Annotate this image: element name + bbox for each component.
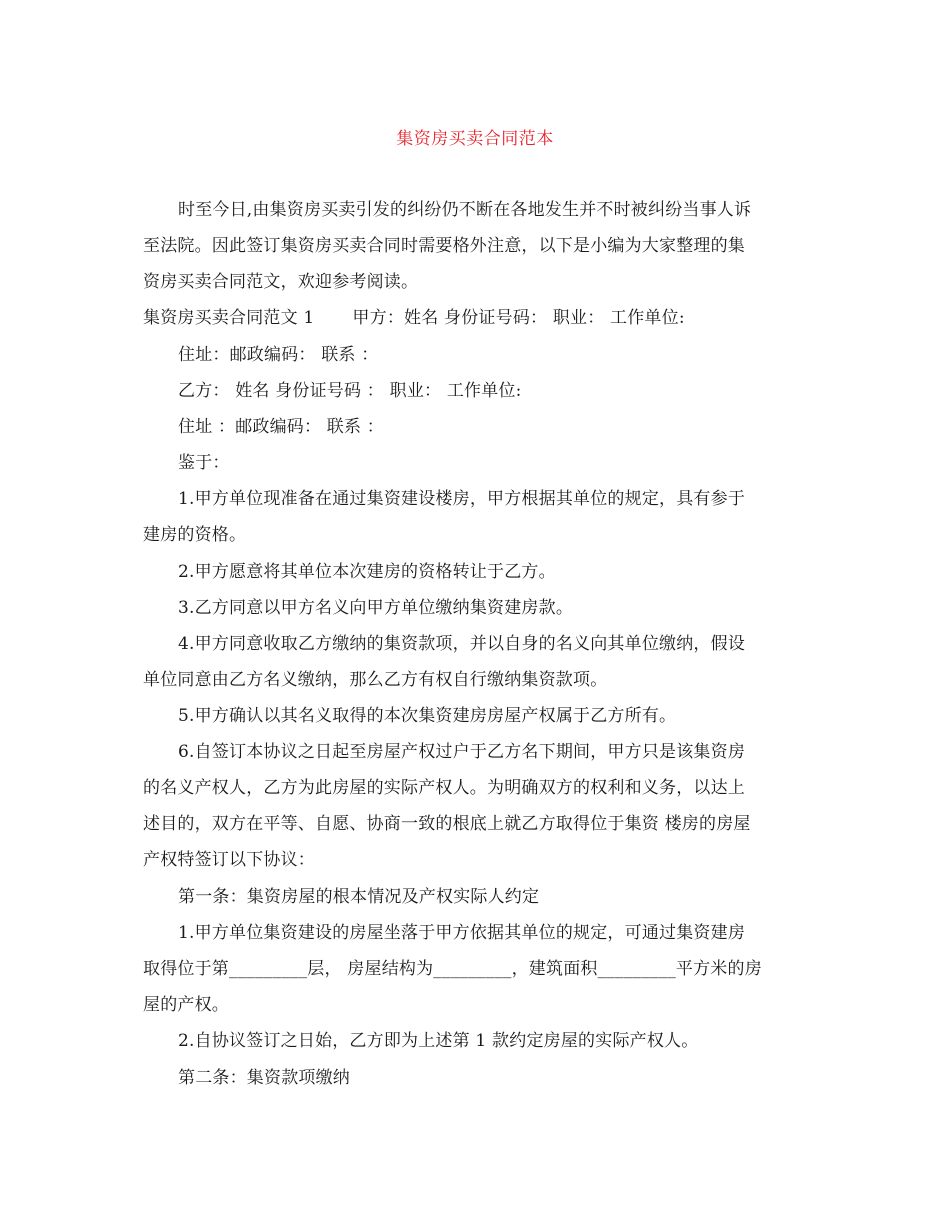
article-heading: 第二条：集资款项缴纳	[178, 1068, 350, 1088]
party-b-address: 住址 ：邮政编码： 联系 ：	[178, 417, 385, 437]
clause-item: 5.甲方确认以其名义取得的本次集资建房房屋产权属于乙方所有。	[178, 706, 677, 726]
document-title: 集资房买卖合同范本	[396, 129, 554, 149]
clause-item: 单位同意由乙方名义缴纳，那么乙方有权自行缴纳集资款项。	[143, 670, 608, 690]
contract-heading-row	[143, 306, 685, 330]
contract-heading: 集资房买卖合同范文 1	[143, 308, 315, 328]
clause-item: 的名义产权人，乙方为此房屋的实际产权人。为明确双方的权利和义务，以达上	[143, 778, 745, 798]
party-a-address: 住址：邮政编码： 联系 ：	[178, 345, 379, 365]
clause-item: 屋的产权。	[143, 995, 229, 1015]
article-heading: 第一条：集资房屋的根本情况及产权实际人约定	[178, 887, 540, 907]
clause-item: 2.甲方愿意将其单位本次建房的资格转让于乙方。	[178, 562, 556, 582]
clause-item: 述目的，双方在平等、自愿、协商一致的根底上就乙方取得位于集资 楼房的房屋	[143, 814, 751, 834]
paragraph-line: 时至今日,由集资房买卖引发的纠纷仍不断在各地发生并不时被纠纷当事人诉	[178, 200, 752, 220]
whereas-heading: 鉴于：	[178, 453, 230, 473]
clause-item: 6.自签订本协议之日起至房屋产权过户于乙方名下期间，甲方只是该集资房	[178, 742, 746, 762]
party-b-info: 乙方： 姓名 身份证号码 ： 职业： 工作单位:	[178, 381, 522, 401]
clause-item: 1.甲方单位集资建设的房屋坐落于甲方依据其单位的规定，可通过集资建房	[178, 923, 746, 943]
clause-item: 1.甲方单位现准备在通过集资建设楼房，甲方根据其单位的规定，具有参于	[178, 489, 746, 509]
paragraph-line: 资房买卖合同范文，欢迎参考阅读。	[143, 272, 419, 292]
clause-item: 建房的资格。	[143, 525, 247, 545]
clause-item: 产权特签订以下协议：	[143, 850, 315, 870]
clause-item: 3.乙方同意以甲方名义向甲方单位缴纳集资建房款。	[178, 598, 574, 618]
clause-item: 4.甲方同意收取乙方缴纳的集资款项，并以自身的名义向其单位缴纳，假设	[178, 634, 746, 654]
clause-item: 取得位于第_________层， 房屋结构为_________，建筑面积_________平方米的房	[143, 959, 762, 979]
clause-item: 2.自协议签订之日始，乙方即为上述第 1 款约定房屋的实际产权人。	[178, 1031, 699, 1051]
party-a-info: 甲方：姓名 身份证号码： 职业： 工作单位:	[352, 308, 685, 328]
paragraph-line: 至法院。因此签订集资房买卖合同时需要格外注意，以下是小编为大家整理的集	[143, 236, 745, 256]
